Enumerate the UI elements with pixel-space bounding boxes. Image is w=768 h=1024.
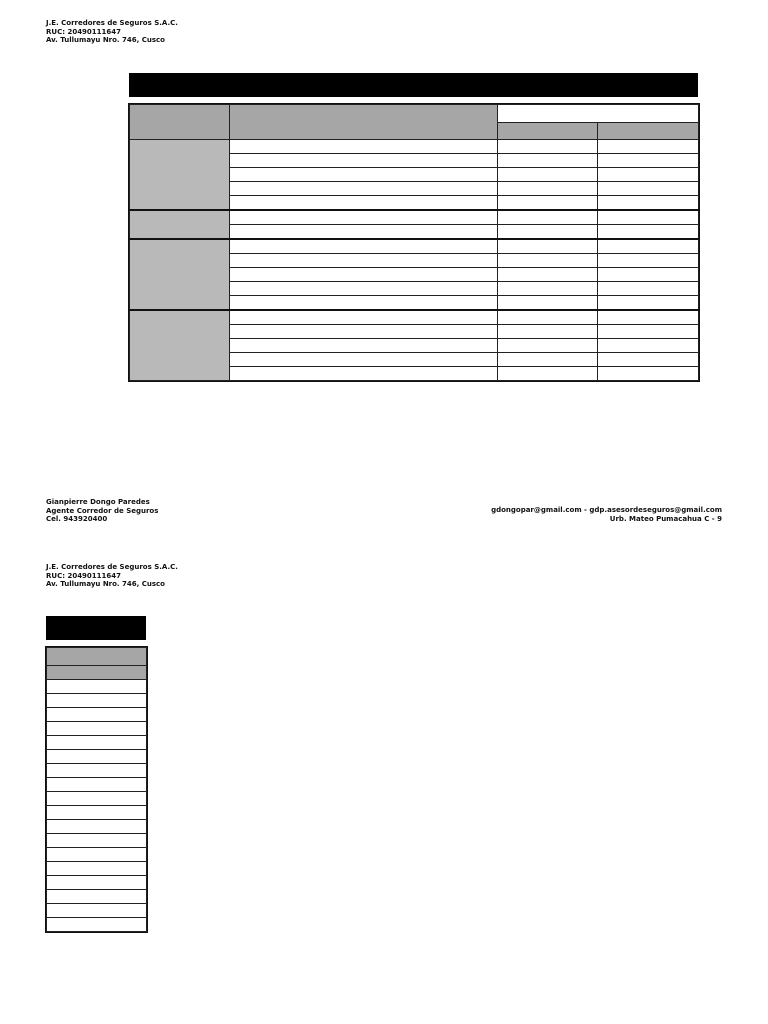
page2-table — [46, 647, 147, 932]
table-title-bar — [129, 73, 698, 97]
page2-value — [47, 750, 147, 764]
row-value-b — [598, 168, 699, 182]
contact-info — [491, 506, 722, 523]
header-col1 — [130, 105, 230, 140]
page2-header — [47, 666, 147, 680]
page2-value — [47, 764, 147, 778]
page2-row — [47, 876, 147, 890]
row-value-a — [498, 140, 598, 154]
table-row — [130, 210, 699, 225]
company-address: Av. Tullumayu Nro. 746, Cusco — [46, 36, 165, 44]
group-label — [130, 239, 230, 310]
page2-value — [47, 890, 147, 904]
row-value-a — [498, 182, 598, 196]
company-address: Av. Tullumayu Nro. 746, Cusco — [46, 580, 165, 588]
row-value-b — [598, 339, 699, 353]
row-value-a — [498, 154, 598, 168]
page2-row — [47, 792, 147, 806]
page2-row — [47, 680, 147, 694]
group-label — [130, 210, 230, 239]
row-value-b — [598, 140, 699, 154]
row-description — [230, 140, 498, 154]
company-name: J.E. Corredores de Seguros S.A.C. — [46, 563, 178, 571]
table-row — [130, 140, 699, 154]
page2-row — [47, 708, 147, 722]
row-value-a — [498, 310, 598, 325]
row-description — [230, 254, 498, 268]
header-span — [498, 105, 699, 123]
page2-value — [47, 778, 147, 792]
row-value-b — [598, 325, 699, 339]
page2-value — [47, 708, 147, 722]
row-description — [230, 196, 498, 211]
page2-row — [47, 904, 147, 918]
row-description — [230, 239, 498, 254]
agent-role: Agente Corredor de Seguros — [46, 506, 159, 515]
row-description — [230, 310, 498, 325]
company-ruc: RUC: 20490111647 — [46, 571, 122, 580]
page2-row — [47, 862, 147, 876]
row-value-b — [598, 154, 699, 168]
row-value-b — [598, 367, 699, 381]
table-row — [130, 310, 699, 325]
row-description — [230, 210, 498, 225]
row-value-a — [498, 367, 598, 381]
page2-row — [47, 820, 147, 834]
row-description — [230, 154, 498, 168]
page2-row — [47, 890, 147, 904]
page2-value — [47, 918, 147, 932]
contact-emails: gdongopar@gmail.com - gdp.asesordeseguros@gmail.com — [491, 506, 722, 514]
page2-row — [47, 848, 147, 862]
page2-row — [47, 834, 147, 848]
row-value-a — [498, 210, 598, 225]
page2-row — [47, 806, 147, 820]
row-value-a — [498, 339, 598, 353]
page2-value — [47, 736, 147, 750]
row-value-a — [498, 296, 598, 311]
row-value-b — [598, 210, 699, 225]
row-value-a — [498, 353, 598, 367]
group-label — [130, 140, 230, 211]
row-description — [230, 268, 498, 282]
agent-name: Gianpierre Dongo Paredes — [46, 498, 150, 506]
page2-row — [47, 722, 147, 736]
row-value-a — [498, 325, 598, 339]
agent-phone: Cel. 943920400 — [46, 515, 108, 523]
office-address: Urb. Mateo Pumacahua C - 9 — [609, 514, 722, 523]
page2-row — [47, 764, 147, 778]
page2-title-bar — [46, 616, 146, 640]
row-description — [230, 367, 498, 381]
page2-value — [47, 806, 147, 820]
agent-info — [46, 498, 158, 524]
company-header-page2 — [46, 563, 178, 589]
row-value-b — [598, 239, 699, 254]
row-description — [230, 282, 498, 296]
page2-value — [47, 834, 147, 848]
group-label — [130, 310, 230, 381]
page2-value — [47, 680, 147, 694]
header-col2 — [230, 105, 498, 140]
row-value-a — [498, 268, 598, 282]
table-row — [130, 239, 699, 254]
page2-row — [47, 778, 147, 792]
row-value-b — [598, 182, 699, 196]
rates-table — [129, 104, 699, 381]
header-sub2 — [598, 122, 699, 140]
row-value-b — [598, 353, 699, 367]
page2-value — [47, 876, 147, 890]
row-value-a — [498, 168, 598, 182]
row-value-b — [598, 282, 699, 296]
row-description — [230, 168, 498, 182]
row-value-a — [498, 239, 598, 254]
row-description — [230, 325, 498, 339]
company-ruc: RUC: 20490111647 — [46, 27, 122, 36]
page2-value — [47, 792, 147, 806]
page2-value — [47, 848, 147, 862]
row-value-b — [598, 254, 699, 268]
page2-value — [47, 862, 147, 876]
page2-value — [47, 904, 147, 918]
company-header — [46, 19, 178, 45]
page2-row — [47, 750, 147, 764]
header-sub1 — [498, 122, 598, 140]
row-value-b — [598, 296, 699, 311]
row-value-b — [598, 268, 699, 282]
row-description — [230, 353, 498, 367]
row-value-a — [498, 254, 598, 268]
row-value-b — [598, 310, 699, 325]
row-value-a — [498, 196, 598, 211]
page2-value — [47, 820, 147, 834]
row-value-b — [598, 196, 699, 211]
page2-blank-row — [47, 648, 147, 666]
rates-table-body — [130, 105, 699, 381]
row-description — [230, 339, 498, 353]
row-description — [230, 225, 498, 240]
company-name: J.E. Corredores de Seguros S.A.C. — [46, 19, 178, 27]
row-value-a — [498, 225, 598, 240]
page2-row — [47, 918, 147, 932]
page2-value — [47, 722, 147, 736]
page2-row — [47, 694, 147, 708]
row-value-b — [598, 225, 699, 240]
row-description — [230, 296, 498, 311]
page2-row — [47, 736, 147, 750]
header-row-1 — [130, 105, 699, 123]
row-description — [230, 182, 498, 196]
row-value-a — [498, 282, 598, 296]
page2-table-body — [47, 648, 147, 932]
page2-value — [47, 694, 147, 708]
page2-header-row — [47, 666, 147, 680]
